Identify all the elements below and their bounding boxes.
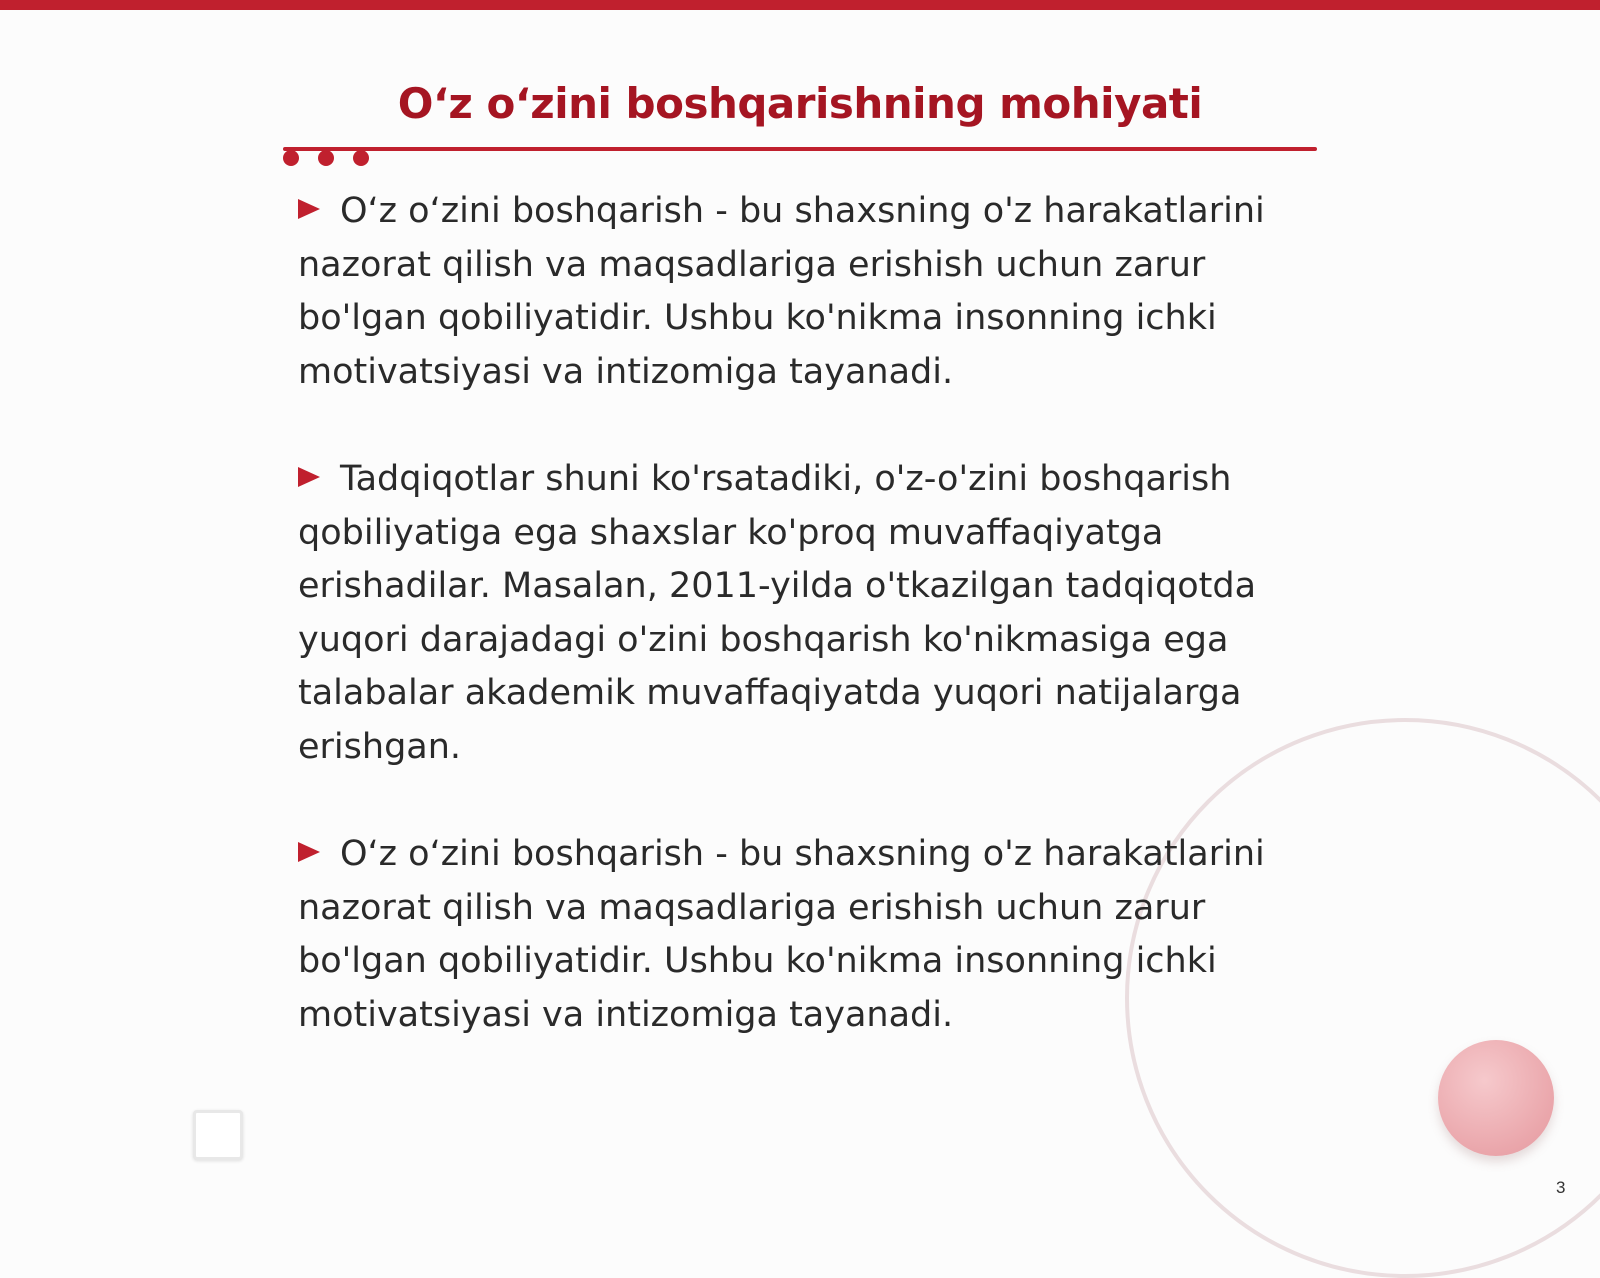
bullet-text: Tadqiqotlar shuni ko'rsatadiki, o'z-o'zini boshqarish qobiliyatiga ega shaxslar ko'proq muvaffaqiyatga erishadilar. Masalan, 2011-yilda o'tkazilgan tadqiqotda yuqori darajadagi o'zini boshqarish ko'nikmasiga ega talabalar akademik muvaffaqiyatda yuqori natijalarga erishgan.: [298, 459, 1257, 767]
page-number: 3: [1556, 1178, 1566, 1197]
bullet-item: [298, 453, 1308, 774]
triangle-right-icon: [298, 199, 320, 219]
dot-icon: [318, 150, 334, 166]
top-accent-bar: [0, 0, 1600, 10]
dot-icon: [353, 150, 369, 166]
decorative-square: [193, 1110, 243, 1160]
bullet-text: O‘z o‘zini boshqarish - bu shaxsning o'z harakatlarini nazorat qilish va maqsadlariga erishish uchun zarur bo'lgan qobiliyatidir. Ushbu ko'nikma insonning ichki motivatsiyasi va intizomiga tayanadi.: [298, 834, 1265, 1035]
bullet-text: O‘z o‘zini boshqarish - bu shaxsning o'z harakatlarini nazorat qilish va maqsadlariga erishish uchun zarur bo'lgan qobiliyatidir. Ushbu ko'nikma insonning ichki motivatsiyasi va intizomiga tayanadi.: [298, 191, 1265, 392]
bullet-item: [298, 185, 1308, 399]
slide-title: O‘z o‘zini boshqarishning mohiyati: [397, 79, 1203, 128]
triangle-right-icon: [298, 467, 320, 487]
triangle-right-icon: [298, 842, 320, 862]
bullet-list: [298, 185, 1308, 1096]
bullet-item: [298, 828, 1308, 1042]
decorative-circle: [1438, 1040, 1554, 1156]
title-underline: [283, 147, 1317, 151]
dot-icon: [283, 150, 299, 166]
